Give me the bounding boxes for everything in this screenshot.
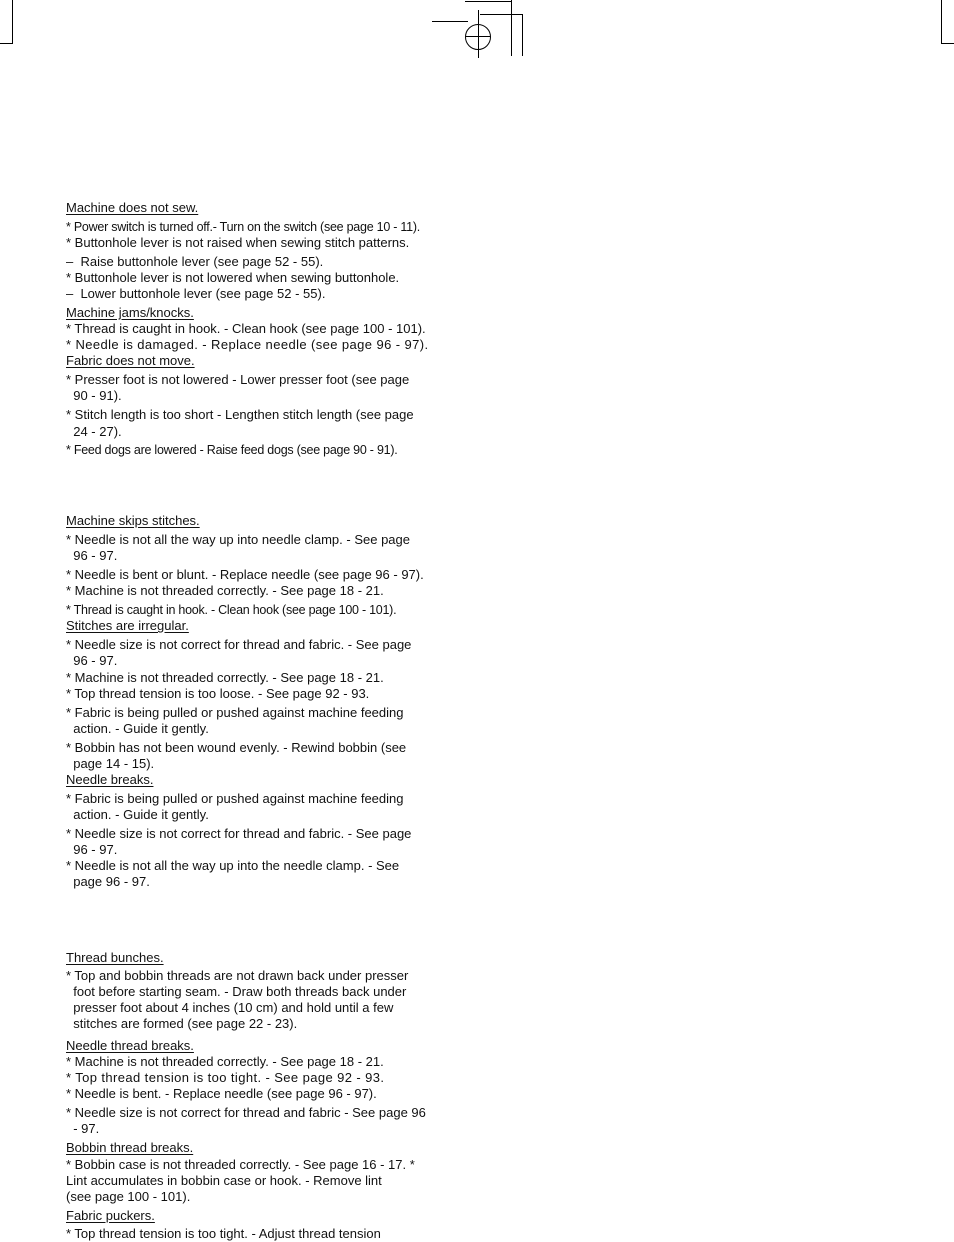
text-line: * Power switch is turned off.- Turn on the switch (see page 10 - 11).: [66, 220, 420, 234]
text-line: * Needle size is not correct for thread and fabric. - See page: [66, 637, 412, 652]
heading-machine-jams-knocks: Machine jams/knocks.: [66, 305, 194, 320]
text-line: * Machine is not threaded correctly. - See page 18 - 21.: [66, 583, 384, 598]
heading-machine-does-not-sew: Machine does not sew.: [66, 200, 199, 215]
text-line: * Machine is not threaded correctly. - See page 18 - 21.: [66, 670, 384, 685]
text-line: * Thread is caught in hook. - Clean hook (see page 100 - 101).: [66, 321, 426, 336]
text-line: 96 - 97.: [66, 842, 118, 857]
text-line: * Stitch length is too short - Lengthen stitch length (see page: [66, 407, 414, 422]
text-line: stitches are formed (see page 22 - 23).: [66, 1016, 298, 1031]
text-line: * Machine is not threaded correctly. - See page 18 - 21.: [66, 1054, 384, 1069]
crop-mark-top-right-horizontal: [941, 43, 954, 44]
text-line: * Presser foot is not lowered - Lower presser foot (see page: [66, 372, 410, 387]
text-line: * Needle is not all the way up into needle clamp. - See page: [66, 532, 410, 547]
text-line: * Fabric is being pulled or pushed against machine feeding: [66, 791, 404, 806]
text-line: * Thread is caught in hook. - Clean hook (see page 100 - 101).: [66, 603, 397, 617]
text-line: 90 - 91).: [66, 388, 122, 403]
text-line: * Needle is bent. - Replace needle (see page 96 - 97).: [66, 1086, 377, 1101]
heading-machine-skips-stitches: Machine skips stitches.: [66, 513, 200, 528]
crop-mark-center-hline: [432, 21, 468, 22]
text-line: * Needle is bent or blunt. - Replace needle (see page 96 - 97).: [66, 567, 424, 582]
crop-mark-center-right-vline-1: [511, 0, 512, 56]
text-line: 96 - 97.: [66, 548, 118, 563]
text-line: page 96 - 97.: [66, 874, 150, 889]
heading-fabric-puckers: Fabric puckers.: [66, 1208, 155, 1223]
heading-fabric-does-not-move: Fabric does not move.: [66, 353, 195, 368]
crop-mark-center-top-hline: [465, 1, 512, 2]
text-line: * Bobbin case is not threaded correctly. - See page 16 - 17. *: [66, 1157, 415, 1172]
text-line: (see page 100 - 101).: [66, 1189, 191, 1204]
text-line: * Needle size is not correct for thread and fabric - See page 96: [66, 1105, 426, 1120]
text-line: * Needle is not all the way up into the needle clamp. - See: [66, 858, 400, 873]
text-line: * Bobbin has not been wound evenly. - Rewind bobbin (see: [66, 740, 407, 755]
text-line: presser foot about 4 inches (10 cm) and hold until a few: [66, 1000, 394, 1015]
heading-needle-breaks: Needle breaks.: [66, 772, 154, 787]
text-line: 96 - 97.: [66, 653, 118, 668]
heading-thread-bunches: Thread bunches.: [66, 950, 164, 965]
crop-mark-center-right-vline-2: [522, 14, 523, 56]
heading-needle-thread-breaks: Needle thread breaks.: [66, 1038, 194, 1053]
text-line: – Raise buttonhole lever (see page 52 - 55).: [66, 254, 324, 269]
crop-mark-center-right-hline: [480, 14, 522, 15]
text-line: * Fabric is being pulled or pushed against machine feeding: [66, 705, 404, 720]
text-line: * Buttonhole lever is not raised when sewing stitch patterns.: [66, 235, 410, 250]
text-line: 24 - 27).: [66, 424, 122, 439]
text-line: foot before starting seam. - Draw both threads back under: [66, 984, 407, 999]
text-line: * Needle is damaged. - Replace needle (see page 96 - 97).: [66, 337, 429, 352]
text-line: * Needle size is not correct for thread and fabric. - See page: [66, 826, 412, 841]
heading-bobbin-thread-breaks: Bobbin thread breaks.: [66, 1140, 194, 1155]
heading-stitches-are-irregular: Stitches are irregular.: [66, 618, 189, 633]
text-line: Lint accumulates in bobbin case or hook. - Remove lint: [66, 1173, 382, 1188]
text-line: page 14 - 15).: [66, 756, 155, 771]
crop-mark-top-left-horizontal: [0, 43, 13, 44]
text-line: action. - Guide it gently.: [66, 721, 209, 736]
text-line: - 97.: [66, 1121, 100, 1136]
registration-crosshair-icon: [465, 24, 491, 50]
text-line: * Feed dogs are lowered - Raise feed dogs (see page 90 - 91).: [66, 443, 398, 457]
text-line: * Top and bobbin threads are not drawn back under presser: [66, 968, 409, 983]
text-line: * Top thread tension is too loose. - See page 92 - 93.: [66, 686, 370, 701]
text-line: * Top thread tension is too tight. - See page 92 - 93.: [66, 1070, 385, 1085]
text-line: * Buttonhole lever is not lowered when sewing buttonhole.: [66, 270, 400, 285]
text-line: * Top thread tension is too tight. - Adjust thread tension: [66, 1226, 381, 1241]
text-line: action. - Guide it gently.: [66, 807, 209, 822]
text-line: – Lower buttonhole lever (see page 52 - 55).: [66, 286, 326, 301]
crop-mark-top-right-vertical: [941, 0, 942, 44]
crop-mark-top-left-vertical: [12, 0, 13, 44]
